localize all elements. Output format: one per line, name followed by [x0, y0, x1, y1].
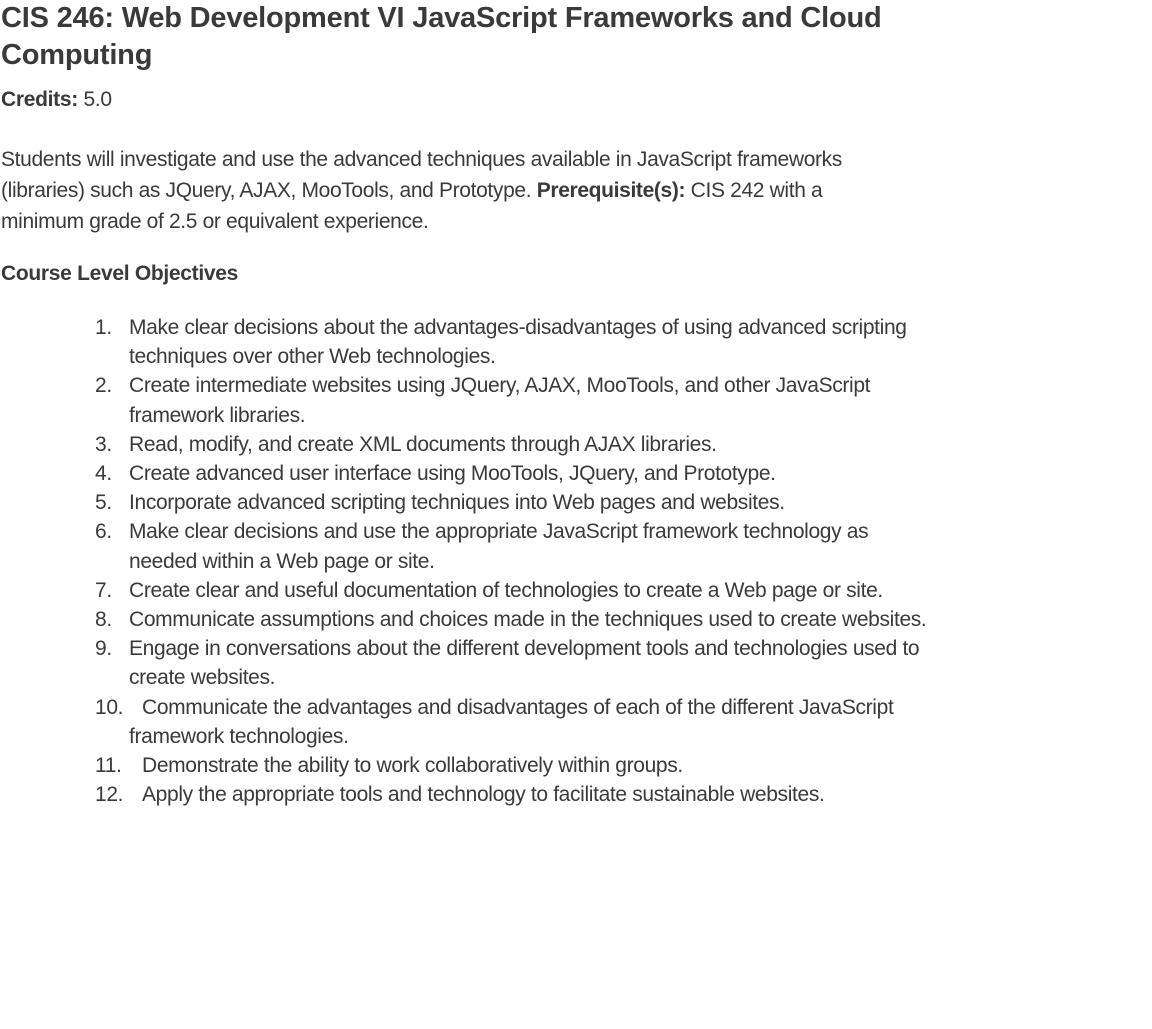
objective-item [1, 430, 929, 459]
objective-text: Communicate assumptions and choices made in the techniques used to create websites. [129, 608, 927, 632]
course-description [1, 144, 901, 237]
objective-item [1, 576, 929, 605]
objective-number: 3. [95, 432, 112, 456]
objective-number: 8. [95, 608, 112, 632]
prerequisite-text: CIS 242 with a minimum grade of 2.5 or equivalent experience. [1, 179, 823, 233]
objective-number: 12. [95, 783, 124, 807]
objective-text: Engage in conversations about the different development tools and technologies used to create websites. [129, 637, 920, 690]
objectives-list [1, 313, 927, 809]
objective-number: 7. [95, 578, 112, 602]
objective-text: Read, modify, and create XML documents through AJAX libraries. [129, 432, 717, 456]
objective-number: 5. [95, 491, 112, 515]
credits-line [1, 86, 921, 114]
objective-number: 11. [95, 754, 122, 778]
objective-text: Make clear decisions about the advantages-disadvantages of using advanced scripting techniques over other Web technologies. [129, 316, 907, 369]
objective-text: Create intermediate websites using JQuery, AJAX, MooTools, and other JavaScript framework libraries. [129, 374, 871, 427]
objective-item [1, 488, 929, 517]
objective-item [1, 751, 929, 780]
objectives-heading: Course Level Objectives [1, 262, 239, 285]
objective-number: 10. [95, 695, 124, 719]
objective-item [1, 313, 929, 371]
objective-number: 1. [95, 316, 112, 339]
course-title: CIS 246: Web Development VI JavaScript Frameworks and Cloud Computing [1, 2, 882, 71]
description-text: Students will investigate and use the advanced techniques available in JavaScript frameworks (libraries) such as JQuery, AJAX, MooTools, and Prototype. [1, 148, 842, 202]
objective-text: Apply the appropriate tools and technology to facilitate sustainable websites. [142, 783, 825, 807]
objective-text: Demonstrate the ability to work collaboratively within groups. [142, 754, 683, 778]
course-page [1, 0, 927, 809]
objective-item [1, 371, 929, 429]
objective-item [1, 605, 929, 634]
objective-text: Make clear decisions and use the appropriate JavaScript framework technology as needed within a Web page or site. [129, 520, 869, 573]
objective-item [1, 634, 929, 692]
objective-number: 9. [95, 637, 112, 661]
objective-text: Create clear and useful documentation of technologies to create a Web page or site. [129, 578, 883, 602]
objective-item [1, 693, 929, 751]
objective-text: Incorporate advanced scripting techniques into Web pages and websites. [129, 491, 785, 515]
objective-text: Communicate the advantages and disadvantages of each of the different JavaScript framework technologies. [129, 695, 894, 748]
objective-text: Create advanced user interface using MooTools, JQuery, and Prototype. [129, 462, 776, 486]
objective-number: 4. [95, 462, 112, 486]
objective-number: 6. [95, 520, 112, 544]
objective-item [1, 459, 929, 488]
objective-item [1, 517, 929, 575]
credits-value: 5.0 [83, 88, 112, 111]
prerequisite-label: Prerequisite(s): [536, 179, 686, 202]
objective-number: 2. [95, 374, 112, 398]
objective-item [1, 780, 929, 809]
credits-label: Credits: [1, 88, 78, 111]
